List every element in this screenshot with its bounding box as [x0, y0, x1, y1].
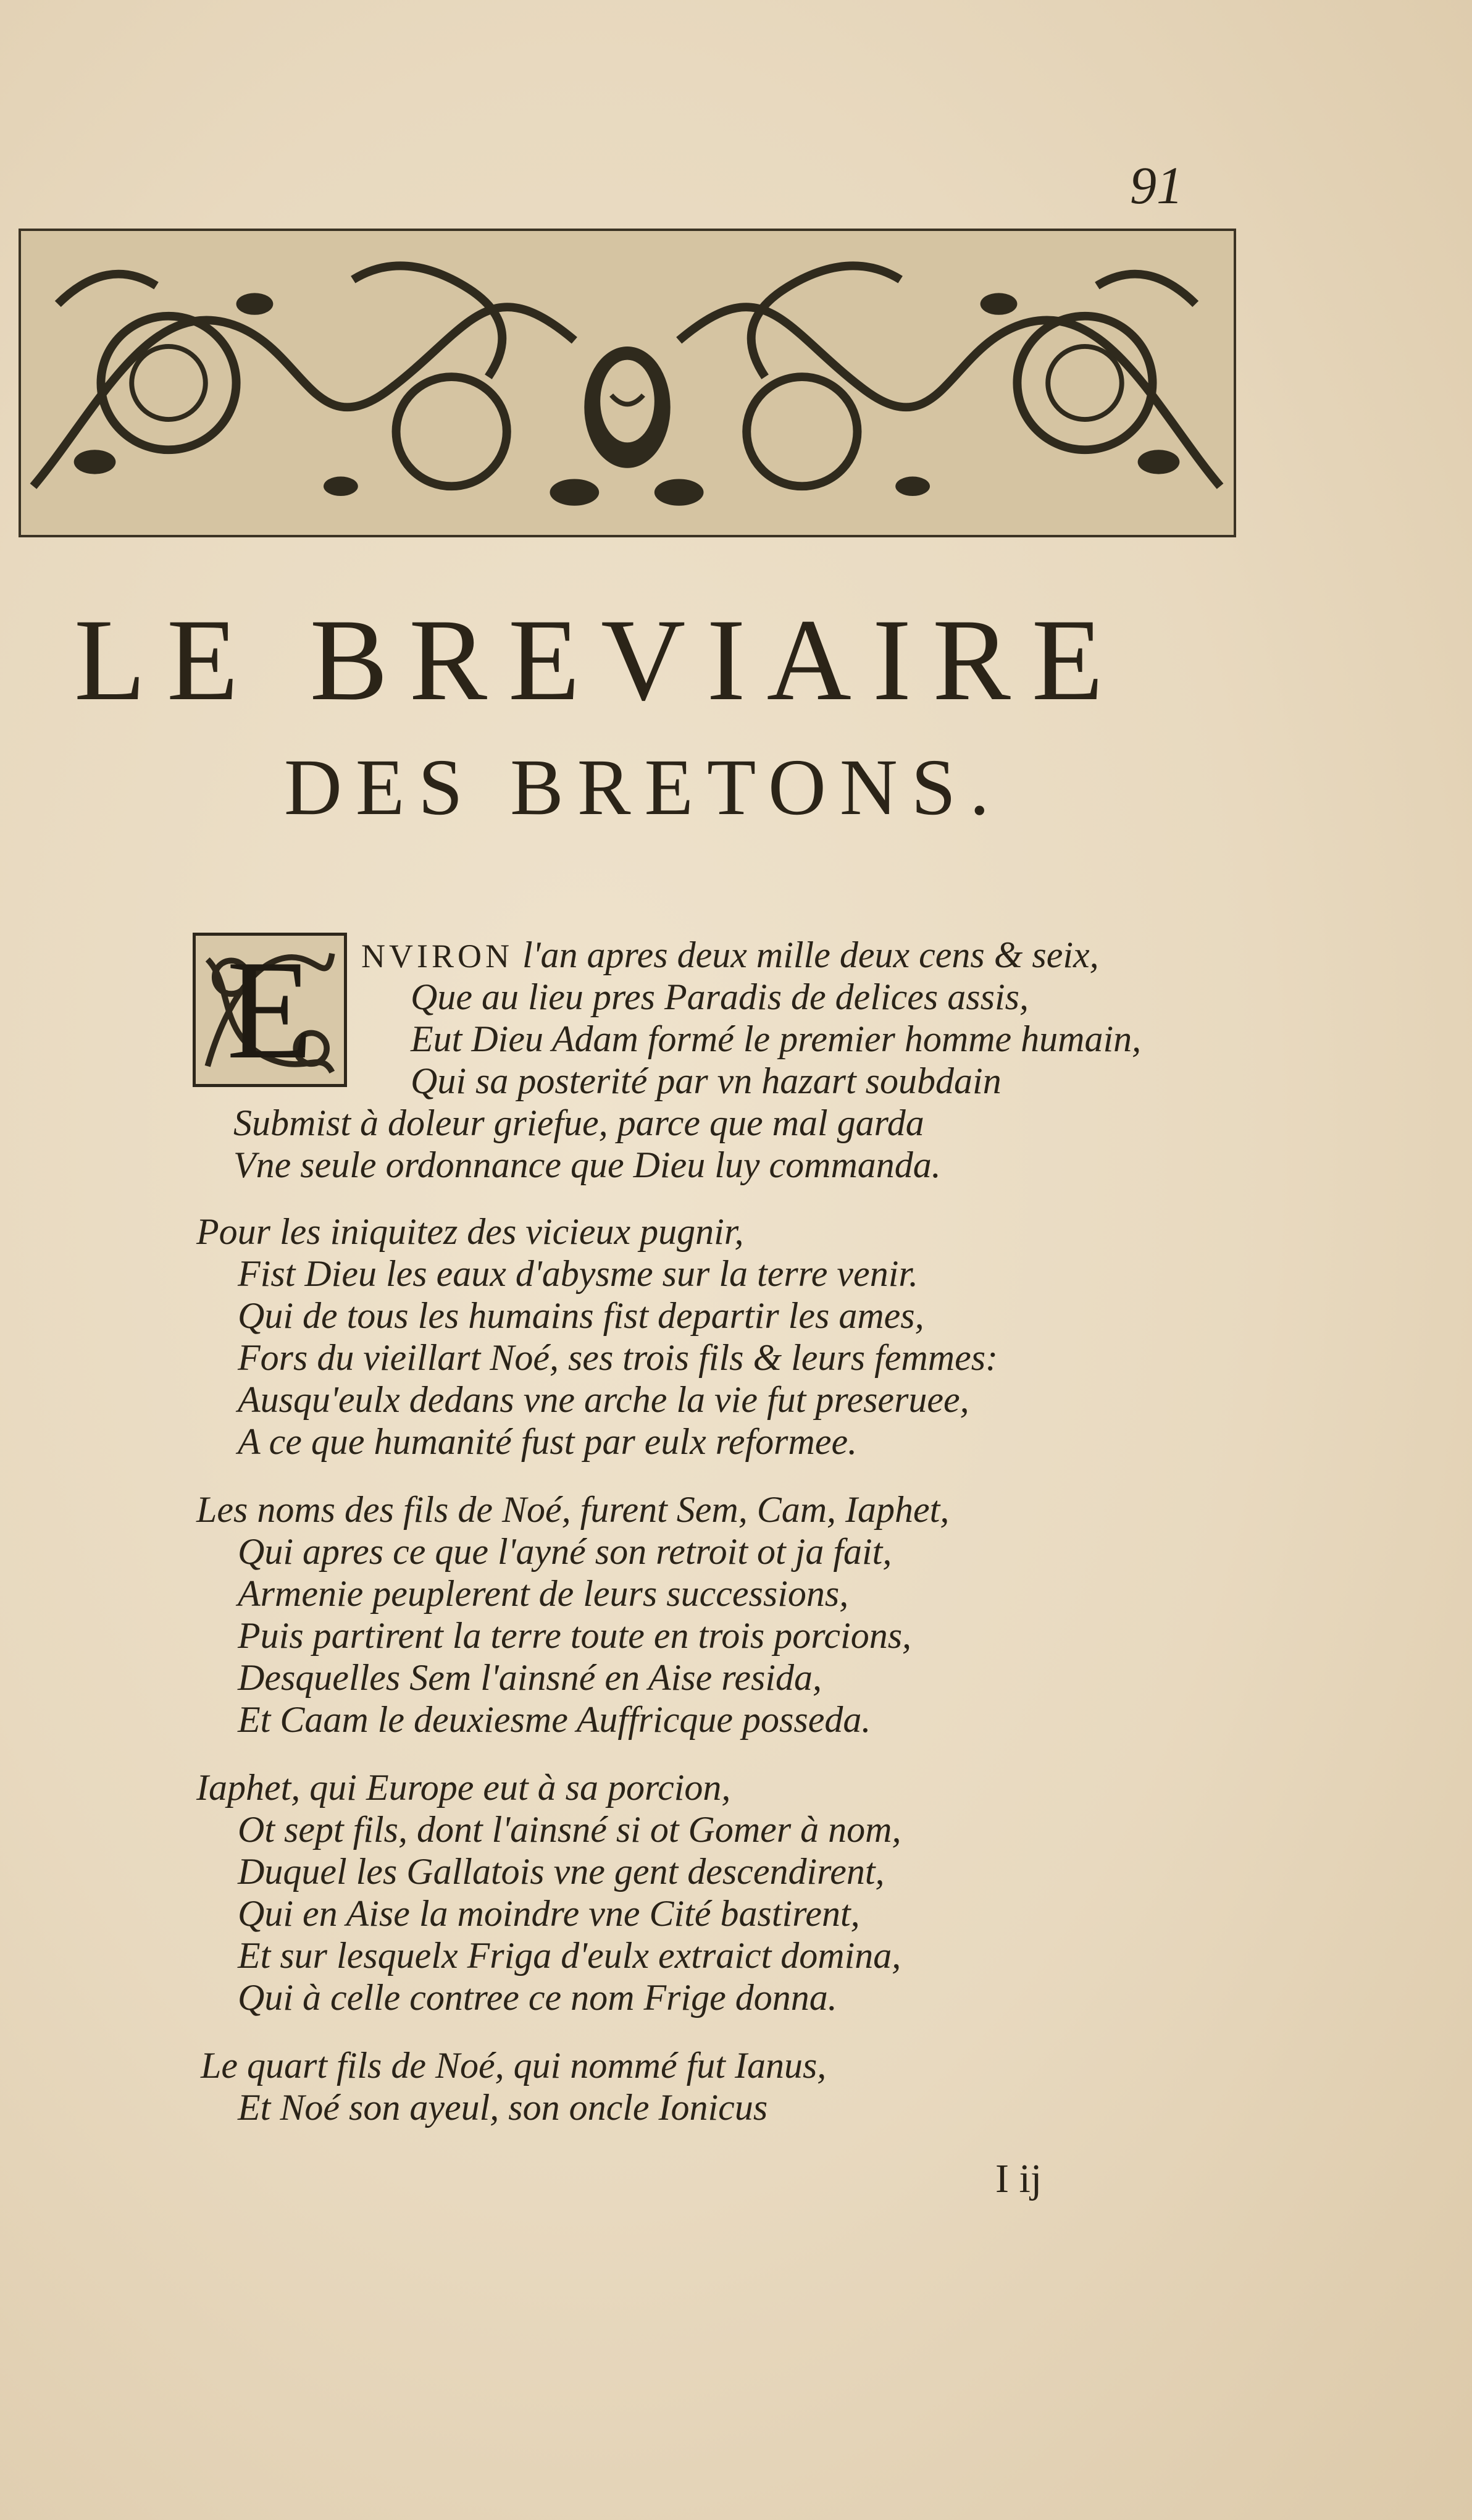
verse-line: Eut Dieu Adam formé le premier homme humain,	[411, 1018, 1142, 1059]
page-number: 91	[1130, 156, 1183, 215]
verse-line: Ausqu'eulx dedans vne arche la vie fut preseruee,	[238, 1379, 969, 1420]
verse-line: Iaphet, qui Europe eut à sa porcion,	[196, 1767, 731, 1808]
verse-line: Que au lieu pres Paradis de delices assis,	[411, 976, 1029, 1017]
verse-line: Qui de tous les humains fist departir les ames,	[238, 1295, 924, 1336]
main-title-line-2: DES BRETONS.	[284, 743, 1003, 832]
verse-line: Fors du vieillart Noé, ses trois fils & leurs femmes:	[238, 1337, 998, 1378]
verse-line: Duquel les Gallatois vne gent descendirent,	[238, 1851, 885, 1892]
verse-line: Qui apres ce que l'ayné son retroit ot ja fait,	[238, 1531, 892, 1572]
verse-line: Puis partirent la terre toute en trois porcions,	[238, 1615, 912, 1656]
verse-line: Armenie peuplerent de leurs successions,	[238, 1573, 849, 1614]
verse-line	[361, 934, 1099, 976]
verse-line-text: l'an apres deux mille deux cens & seix,	[513, 934, 1099, 975]
headpiece-engraving	[21, 231, 1234, 535]
initial-letter: E	[226, 931, 314, 1088]
verse-line: Le quart fils de Noé, qui nommé fut Ianus,	[201, 2045, 827, 2086]
ornamental-headpiece	[19, 229, 1236, 537]
verse-line: A ce que humanité fust par eulx reformee.	[238, 1421, 858, 1462]
verse-line: Et Noé son ayeul, son oncle Ionicus	[238, 2087, 768, 2128]
gathering-signature: I ij	[995, 2156, 1042, 2201]
verse-line: Fist Dieu les eaux d'abysme sur la terre venir.	[238, 1253, 919, 1294]
verse-line: Ot sept fils, dont l'ainsné si ot Gomer à nom,	[238, 1809, 901, 1850]
verse-line: Qui à celle contree ce nom Frige donna.	[238, 1977, 837, 2018]
decorated-initial	[193, 933, 347, 1087]
verse-line: Vne seule ordonnance que Dieu luy commanda.	[233, 1144, 941, 1185]
verse-line: Qui en Aise la moindre vne Cité bastirent,	[238, 1893, 860, 1934]
verse-line: Submist à doleur griefue, parce que mal garda	[233, 1102, 924, 1143]
verse-lead-word: NVIRON	[361, 938, 513, 975]
verse-line: Desquelles Sem l'ainsné en Aise resida,	[238, 1657, 822, 1698]
main-title-line-1: LE BREVIAIRE	[74, 595, 1124, 725]
verse-line: Les noms des fils de Noé, furent Sem, Cam, Iaphet,	[196, 1489, 950, 1530]
verse-line: Qui sa posterité par vn hazart soubdain	[411, 1060, 1002, 1101]
verse-line: Pour les iniquitez des vicieux pugnir,	[196, 1211, 744, 1252]
verse-line: Et sur lesquelx Friga d'eulx extraict domina,	[238, 1935, 901, 1976]
verse-line: Et Caam le deuxiesme Auffricque posseda.	[238, 1699, 871, 1740]
